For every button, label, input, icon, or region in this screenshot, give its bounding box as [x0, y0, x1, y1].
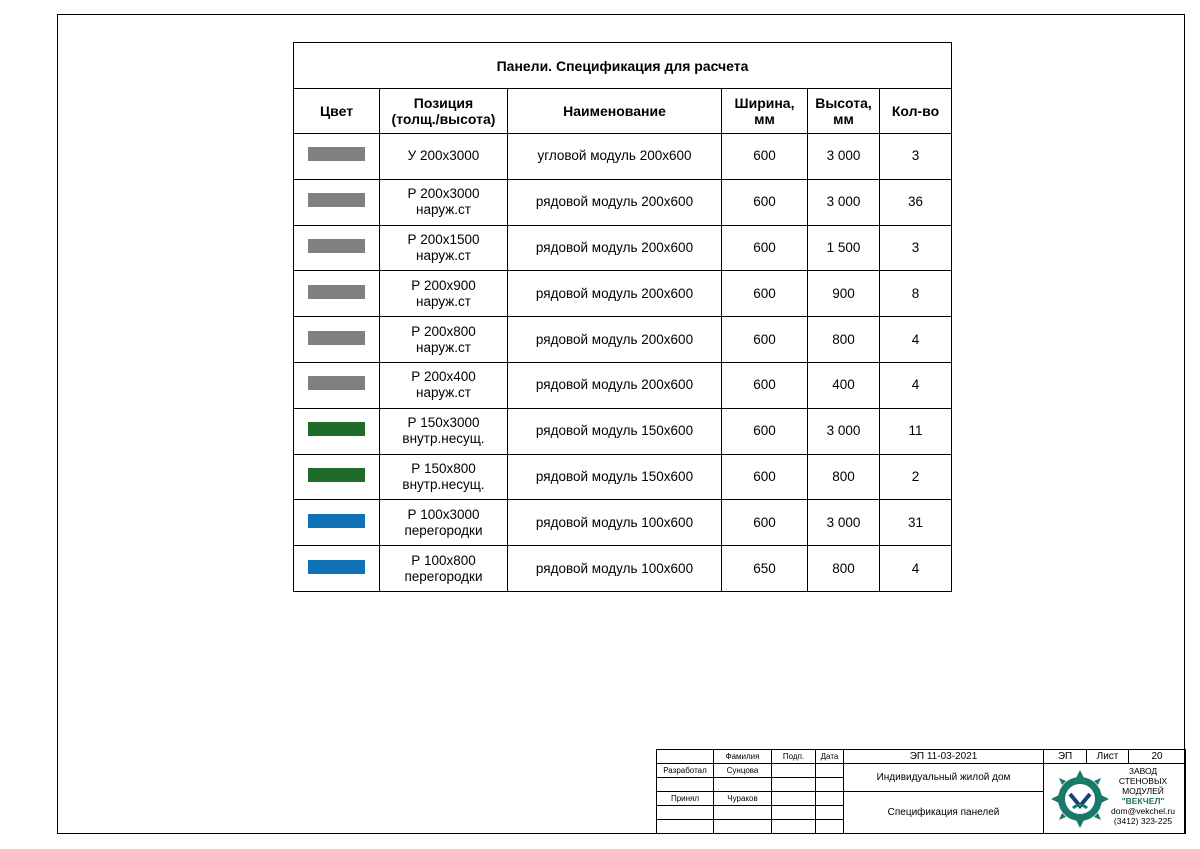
color-cell [294, 408, 380, 454]
tb-stage: ЭП [1044, 750, 1087, 764]
table-row [294, 362, 952, 408]
qty-cell: 4 [880, 546, 952, 592]
name-cell: рядовой модуль 200х600 [508, 225, 722, 271]
width-cell: 600 [722, 225, 808, 271]
table-row [294, 271, 952, 317]
position-cell: Р 200х800 наруж.ст [380, 317, 508, 363]
position-cell: Р 200х1500 наруж.ст [380, 225, 508, 271]
table-row [294, 454, 952, 500]
name-cell: угловой модуль 200х600 [508, 134, 722, 180]
company-info [1105, 766, 1181, 826]
color-cell [294, 454, 380, 500]
tb-project-name: Индивидуальный жилой дом [844, 764, 1044, 792]
qty-cell: 3 [880, 225, 952, 271]
name-cell: рядовой модуль 200х600 [508, 271, 722, 317]
color-cell [294, 179, 380, 225]
color-cell [294, 546, 380, 592]
header-color: Цвет [294, 89, 380, 134]
width-cell: 650 [722, 546, 808, 592]
height-cell: 800 [808, 317, 880, 363]
table-row [294, 546, 952, 592]
width-cell: 600 [722, 271, 808, 317]
color-swatch [308, 422, 365, 436]
company-brand: "ВЕКЧЕЛ" [1121, 796, 1165, 806]
name-cell: рядовой модуль 200х600 [508, 362, 722, 408]
height-cell: 1 500 [808, 225, 880, 271]
color-swatch [308, 560, 365, 574]
company-line3: МОДУЛЕЙ [1122, 786, 1164, 796]
color-cell [294, 225, 380, 271]
name-cell: рядовой модуль 200х600 [508, 317, 722, 363]
qty-cell: 2 [880, 454, 952, 500]
position-cell: Р 150х3000 внутр.несущ. [380, 408, 508, 454]
height-cell: 3 000 [808, 134, 880, 180]
tb-blank [657, 750, 714, 764]
color-cell [294, 317, 380, 363]
position-cell: Р 150х800 внутр.несущ. [380, 454, 508, 500]
height-cell: 800 [808, 454, 880, 500]
table-row [294, 408, 952, 454]
width-cell: 600 [722, 134, 808, 180]
tb-sheet-label: Лист [1087, 750, 1129, 764]
tb-developed-name: Сунцова [714, 764, 772, 778]
tb-accepted-name: Чураков [714, 792, 772, 806]
header-qty: Кол-во [880, 89, 952, 134]
tb-sheet-no: 20 [1129, 750, 1186, 764]
header-height: Высота, мм [808, 89, 880, 134]
company-phone: (3412) 323-225 [1113, 816, 1173, 826]
color-swatch [308, 331, 365, 345]
height-cell: 3 000 [808, 408, 880, 454]
width-cell: 600 [722, 362, 808, 408]
tb-col-surname: Фамилия [714, 750, 772, 764]
tb-col-sign: Подп. [772, 750, 816, 764]
header-name: Наименование [508, 89, 722, 134]
position-cell: У 200х3000 [380, 134, 508, 180]
position-cell: Р 100х3000 перегородки [380, 500, 508, 546]
width-cell: 600 [722, 408, 808, 454]
position-cell: Р 200х400 наруж.ст [380, 362, 508, 408]
position-cell: Р 100х800 перегородки [380, 546, 508, 592]
name-cell: рядовой модуль 100х600 [508, 546, 722, 592]
table-row [294, 179, 952, 225]
position-cell: Р 200х900 наруж.ст [380, 271, 508, 317]
qty-cell: 4 [880, 362, 952, 408]
color-swatch [308, 239, 365, 253]
color-swatch [308, 285, 365, 299]
tb-accepted-label: Принял [657, 792, 714, 806]
company-email: dom@vekchel.ru [1111, 806, 1175, 816]
name-cell: рядовой модуль 150х600 [508, 454, 722, 500]
color-cell [294, 271, 380, 317]
height-cell: 3 000 [808, 500, 880, 546]
name-cell: рядовой модуль 100х600 [508, 500, 722, 546]
height-cell: 3 000 [808, 179, 880, 225]
width-cell: 600 [722, 500, 808, 546]
name-cell: рядовой модуль 200х600 [508, 179, 722, 225]
color-swatch [308, 376, 365, 390]
table-row [294, 317, 952, 363]
color-cell [294, 362, 380, 408]
height-cell: 400 [808, 362, 880, 408]
header-width: Ширина, мм [722, 89, 808, 134]
color-swatch [308, 193, 365, 207]
color-swatch [308, 468, 365, 482]
tb-developed-label: Разработал [657, 764, 714, 778]
table-row [294, 134, 952, 180]
tb-sheet-title: Спецификация панелей [844, 792, 1044, 834]
color-cell [294, 134, 380, 180]
tb-company-cell [1044, 764, 1186, 834]
qty-cell: 31 [880, 500, 952, 546]
spec-table [293, 42, 952, 592]
tb-doc-code: ЭП 11-03-2021 [844, 750, 1044, 764]
qty-cell: 3 [880, 134, 952, 180]
height-cell: 800 [808, 546, 880, 592]
qty-cell: 8 [880, 271, 952, 317]
header-position: Позиция (толщ./высота) [380, 89, 508, 134]
width-cell: 600 [722, 454, 808, 500]
spec-table-title: Панели. Спецификация для расчета [294, 43, 952, 89]
company-line1: ЗАВОД [1128, 766, 1158, 776]
title-block [656, 749, 1186, 834]
color-swatch [308, 147, 365, 161]
width-cell: 600 [722, 317, 808, 363]
name-cell: рядовой модуль 150х600 [508, 408, 722, 454]
qty-cell: 36 [880, 179, 952, 225]
position-cell: Р 200х3000 наруж.ст [380, 179, 508, 225]
tb-col-date: Дата [816, 750, 844, 764]
table-row [294, 500, 952, 546]
table-row [294, 225, 952, 271]
height-cell: 900 [808, 271, 880, 317]
company-logo-icon [1049, 768, 1111, 830]
qty-cell: 4 [880, 317, 952, 363]
width-cell: 600 [722, 179, 808, 225]
color-cell [294, 500, 380, 546]
qty-cell: 11 [880, 408, 952, 454]
color-swatch [308, 514, 365, 528]
company-line2: СТЕНОВЫХ [1118, 776, 1168, 786]
